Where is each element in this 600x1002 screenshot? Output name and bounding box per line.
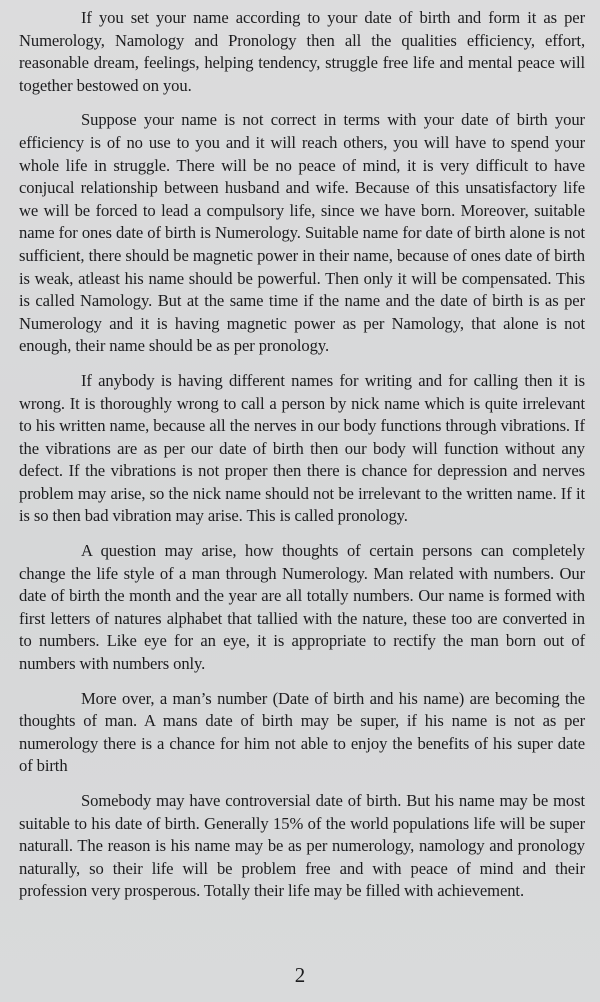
paragraph-4: A question may arise, how thoughts of certain persons can completely change the life style of a man through Numerology. Man related with numbers. Our date of birth the month and the year are all totally numbers. Our name is formed with first letters of natures alphabet that tallied with the nature, these too are converted in to numbers. Like eye for an eye, it is appropriate to rectify the man born out of numbers with numbers only.	[19, 541, 585, 674]
paragraph-5: More over, a man’s number (Date of birth and his name) are becoming the thoughts of man. A mans date of birth may be super, if his name is not as per numerology there is a chance for him not able to enjoy the benefits of his super date of birth	[19, 688, 585, 776]
page-number: 2	[294, 963, 306, 987]
body-text	[19, 7, 585, 915]
paragraph-2: Suppose your name is not correct in terms with your date of birth your efficiency is of no use to you and it will reach others, you will have to spend your whole life in struggle. There will be no peace of mind, it is very difficult to have conjucal relationship between husband and wife. Because of this unsatisfactory life we will be forced to lead a compulsory life, since we have born. Moreover, suitable name for ones date of birth is Numerology. Suitable name for date of birth alone is not sufficient, there should be magnetic power in their name, because of ones date of birth is weak, atleast his name should be powerful. Then only it will be compensated. This is called Namology. But at the same time if the name and the date of birth is as per Numerology and it is having magnetic power as per Namology, that alone is not enough, their name should be as per pronology.	[19, 110, 585, 356]
paragraph-3: If anybody is having different names for writing and for calling then it is wrong. It is thoroughly wrong to call a person by nick name which is quite irrelevant to his written name, because all the nerves in our body functions through vibrations. If the vibrations are as per our date of birth then our body will function without any defect. If the vibrations is not proper then there is chance for depression and nerves problem may arise, so the nick name should not be irrelevant to the written name. If it is so then bad vibration may arise. This is called pronology.	[19, 370, 585, 526]
paragraph-1: If you set your name according to your date of birth and form it as per Numerology, Namology and Pronology then all the qualities efficiency, effort, reasonable dream, feelings, helping tendency, struggle free life and mental peace will together bestowed on you.	[19, 8, 585, 95]
paragraph-6: Somebody may have controversial date of birth. But his name may be most suitable to his date of birth. Generally 15% of the world populations life will be super naturall. The reason is his name may be as per numerology, namology and pronology naturally, so their life will be problem free and with peace of mind and their profession very prosperous. Totally their life may be filled with achievement.	[19, 791, 585, 901]
